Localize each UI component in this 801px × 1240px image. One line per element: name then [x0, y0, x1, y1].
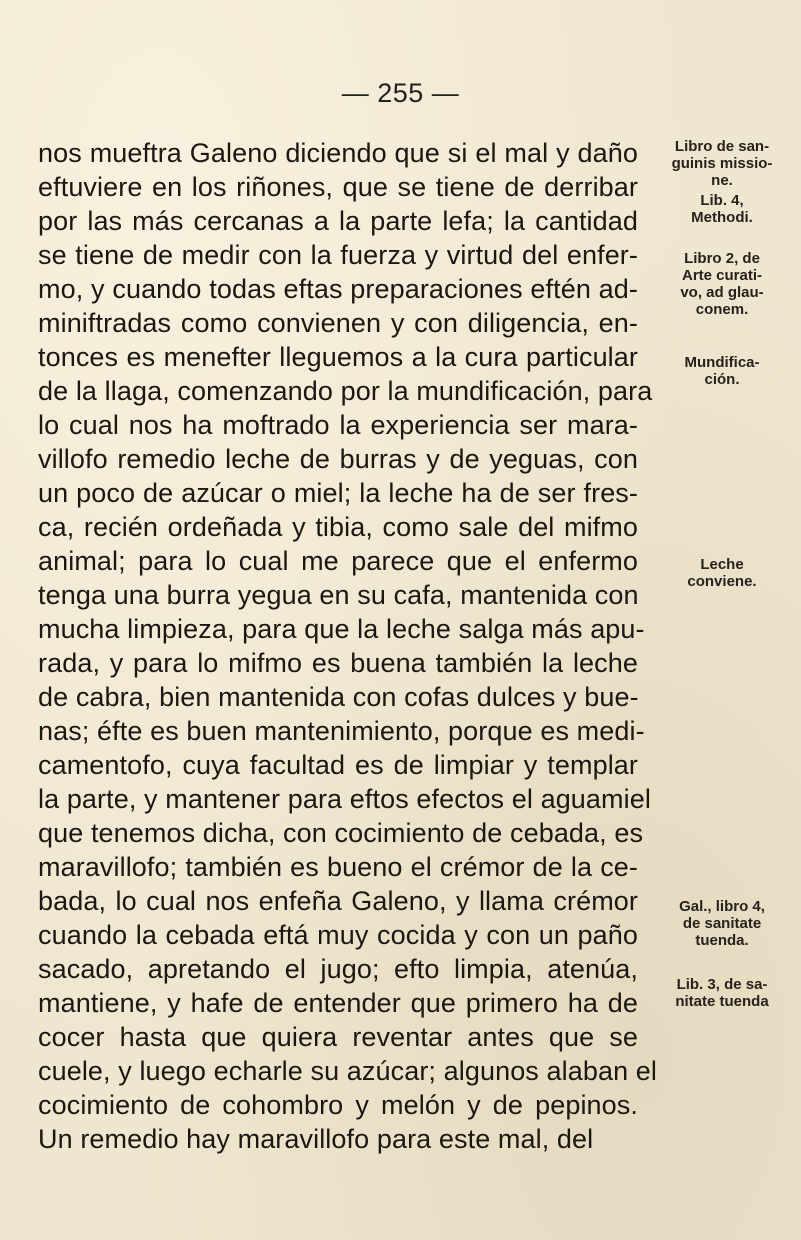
text-line: camentofo, cuya facultad es de limpiar y templar	[38, 750, 638, 780]
margin-note-line: Gal., libro 4,	[679, 898, 765, 915]
text-line: Un remedio hay maravillofo para este mal, del	[38, 1124, 594, 1154]
margin-note-line: tuenda.	[695, 932, 749, 949]
text-line: miniftradas como convienen y con diligencia, en-	[38, 308, 638, 338]
text-line: villofo remedio leche de burras y de yeguas, con	[38, 444, 638, 474]
text-line: cocimiento de cohombro y melón y de pepinos.	[38, 1090, 638, 1120]
text-line: cuele, y luego echarle su azúcar; algunos alaban el	[38, 1056, 658, 1086]
text-line: rada, y para lo mifmo es buena también la leche	[38, 648, 638, 678]
margin-note-line: ne.	[711, 172, 733, 189]
margin-note-line: Lib. 3, de sa-	[676, 976, 768, 993]
margin-note-line: Mundifica-	[684, 354, 760, 371]
margin-note-libro-de-sanguinis	[656, 138, 788, 189]
text-line: ca, recién ordeñada y tibia, como sale del mifmo	[38, 512, 638, 542]
text-line: maravillofo; también es bueno el crémor de la ce-	[38, 852, 638, 882]
text-line: lo cual nos ha moftrado la experiencia ser mara-	[38, 410, 638, 440]
text-line: un poco de azúcar o miel; la leche ha de ser fres-	[38, 478, 638, 508]
margin-note-methodi	[656, 192, 788, 226]
text-line: por las más cercanas a la parte lefa; la cantidad	[38, 206, 638, 236]
margin-note-arte-curativo	[656, 250, 788, 318]
text-line: cuando la cebada eftá muy cocida y con un paño	[38, 920, 638, 950]
margin-note-line: conviene.	[687, 573, 757, 590]
text-line: se tiene de medir con la fuerza y virtud del enfer-	[38, 240, 638, 270]
text-line: mantiene, y hafe de entender que primero ha de	[38, 988, 638, 1018]
margin-note-line: Libro de san-	[674, 138, 770, 155]
text-line: cocer hasta que quiera reventar antes que se	[38, 1022, 638, 1052]
text-line: mo, y cuando todas eftas preparaciones eftén ad-	[38, 274, 638, 304]
margin-note-leche-conviene	[656, 556, 788, 590]
text-line: de cabra, bien mantenida con cofas dulces y bue-	[38, 682, 639, 712]
margin-note-line: Libro 2, de	[684, 250, 760, 267]
text-line: mucha limpieza, para que la leche salga más apu-	[38, 614, 645, 644]
text-line: tenga una burra yegua en su cafa, mantenida con	[38, 580, 639, 610]
margin-note-line: guinis missio-	[671, 155, 773, 172]
margin-note-lib-3	[656, 976, 788, 1010]
text-line: bada, lo cual nos enfeña Galeno, y llama crémor	[38, 886, 638, 916]
margin-note-line: conem.	[695, 301, 749, 318]
page-number: — 255 —	[341, 78, 460, 108]
margin-note-line: de sanitate	[682, 915, 762, 932]
margin-note-gal-libro-4	[656, 898, 788, 949]
margin-note-line: Leche	[700, 556, 744, 573]
margin-note-line: Arte curati-	[681, 267, 763, 284]
text-line: nas; éfte es buen mantenimiento, porque es medi-	[38, 716, 645, 746]
body-text	[38, 136, 658, 1156]
margin-note-line: Methodi.	[691, 209, 753, 226]
margin-note-line: Lib. 4,	[700, 192, 744, 209]
text-line: sacado, apretando el jugo; efto limpia, atenúa,	[38, 954, 638, 984]
text-line: eftuviere en los riñones, que se tiene de derribar	[38, 172, 638, 202]
margin-note-line: vo, ad glau-	[680, 284, 764, 301]
margin-note-mundificacion	[656, 354, 788, 388]
margin-note-line: ción.	[704, 371, 740, 388]
text-line: de la llaga, comenzando por la mundificación, para	[38, 376, 653, 406]
text-line: que tenemos dicha, con cocimiento de cebada, es	[38, 818, 644, 848]
text-line: animal; para lo cual me parece que el enfermo	[38, 546, 638, 576]
text-line: la parte, y mantener para eftos efectos el aguamiel	[38, 784, 651, 814]
text-line: nos mueftra Galeno diciendo que si el mal y daño	[38, 138, 638, 168]
margin-note-line: nitate tuenda	[675, 993, 769, 1010]
text-line: tonces es menefter lleguemos a la cura particular	[38, 342, 638, 372]
